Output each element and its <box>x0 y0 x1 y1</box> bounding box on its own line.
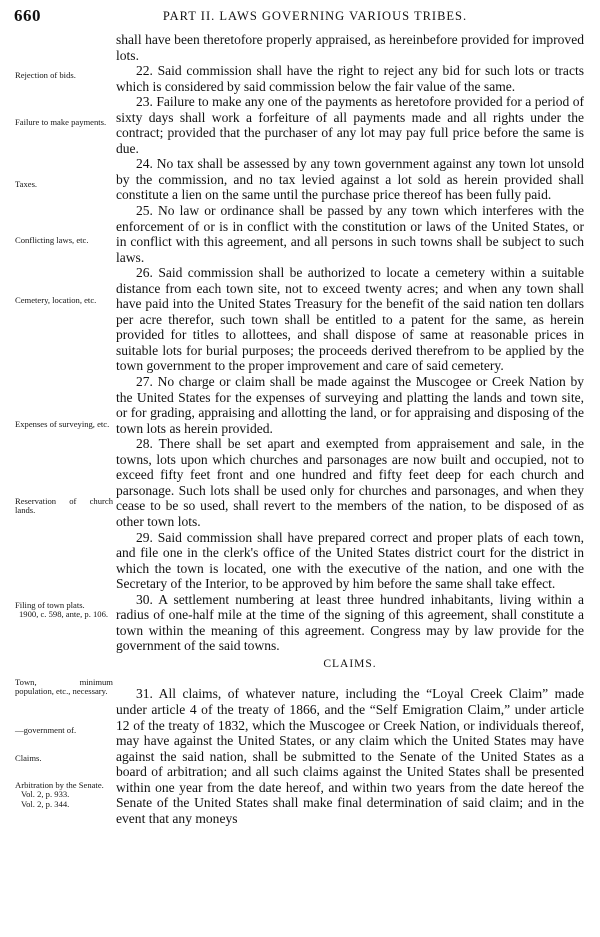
main-text-column <box>116 32 584 826</box>
margin-note-taxes: Taxes. <box>15 179 38 189</box>
section-25: 25. No law or ordinance shall be passed by any town which interferes with the enforcement of or is in conflict with the constitution or laws of the United States, or in conflict with this agreement, and all persons in such towns shall be subject to such laws. <box>116 203 584 265</box>
section-30: 30. A settlement numbering at least three hundred inhabitants, living within a radius of one-half mile at the time of the signing of this agreement, shall constitute a town within the meaning of this agreement. Congress may by law provide for the government of the said towns. <box>116 591 584 654</box>
margin-note-filing <box>15 601 113 620</box>
margin-note-arbitration <box>15 781 113 809</box>
margin-note-failure: Failure to make payments. <box>15 117 107 127</box>
section-29: 29. Said commission shall have prepared correct and proper plats of each town, and file one in the clerk's office of the United States district court for the district in which the town is located, one with the executive of the nation, and one with the Secretary of the Interior, to be approved by him before the same shall take effect. <box>116 529 584 592</box>
margin-note-conflicting: Conflicting laws, etc. <box>15 235 89 245</box>
margin-note-filing-cite: 1900, c. 598, ante, p. 106. <box>19 609 109 620</box>
section-27: 27. No charge or claim shall be made against the Muscogee or Creek Nation by the United States for the expenses of surveying and platting the lands and town site, or for grading, appraising and allotting the land, or for appraising and disposing of the town lots as herein provided. <box>116 374 584 436</box>
margin-note-arbitration-cite-1: Vol. 2, p. 933. <box>21 789 70 800</box>
page-number: 660 <box>14 6 41 25</box>
paragraph-continued: shall have been theretofore properly appraised, as hereinbefore provided for improved lots. <box>116 32 584 63</box>
margin-note-rejection: Rejection of bids. <box>15 70 76 80</box>
running-head: PART II. LAWS GOVERNING VARIOUS TRIBES. <box>162 9 468 23</box>
margin-note-government: —government of. <box>15 725 77 735</box>
section-23: 23. Failure to make any one of the payments as heretofore provided for a period of sixty days shall work a forfeiture of all payments made and all rights under the contract; provided that the purchaser of any lot may pay full price before the same is due. <box>116 94 584 156</box>
page-header <box>14 6 586 28</box>
section-24: 24. No tax shall be assessed by any town government against any town lot unsold by the commission, and no tax levied against a lot sold as herein provided shall constitute a lien on the same until the purchase price thereof has been fully paid. <box>116 156 584 203</box>
margin-note-cemetery: Cemetery, location, etc. <box>15 295 97 305</box>
margin-note-claims: Claims. <box>15 753 42 763</box>
margin-note-arbitration-title: Arbitration by the Senate. <box>15 780 104 790</box>
margin-note-reservation: Reservation of church lands. <box>15 496 113 516</box>
margin-note-expenses: Expenses of surveying, etc. <box>15 419 110 429</box>
margin-note-town-min: Town, minimum population, etc., necessary. <box>15 677 113 697</box>
margin-note-filing-title: Filing of town plats. <box>15 600 85 610</box>
section-26: 26. Said commission shall be authorized to locate a cemetery within a suitable distance from each town site, not to exceed twenty acres; and when any town shall have paid into the United States Treasury for the benefit of the said nation ten dollars per acre therefor, such town shall be entitled to a patent for the same, as herein provided for titles to allottees, and shall dispose of same at reasonable prices in suitable lots for burial purposes; the proceeds derived therefrom to be applied by the town government to the proper improvement and care of said cemetery. <box>116 265 584 374</box>
claims-heading: CLAIMS. <box>323 657 377 670</box>
margin-note-arbitration-cite-2: Vol. 2, p. 344. <box>21 798 70 809</box>
section-31: 31. All claims, of whatever nature, including the “Loyal Creek Claim” made under article 4 of the treaty of 1866, and the “Self Emigration Claim,” under article 12 of the treaty of 1832, which the Muscogee or Creek Nation, or individuals thereof, may have against the United States, or any claim which the United States may have against the said nation, shall be submitted to the Senate of the United States as a board of arbitration; and all such claims against the United States shall be presented within one year from the date hereof, and within two years from the date hereof the Senate of the United States shall make final determination of said claim; and in the event that any moneys <box>116 686 584 826</box>
section-28: 28. There shall be set apart and exempted from appraisement and sale, in the towns, lots upon which churches and parsonages are now built and occupied, not to exceed fifty feet front and one hundred and fifty feet deep for each church and parsonage. Such lots shall be used only for churches and parsonages, and when they cease to be so used, shall revert to the members of the nation, to be disposed of as other town lots. <box>116 436 584 529</box>
section-22: 22. Said commission shall have the right to reject any bid for such lots or tracts which is considered by said commission below the fair value of the same. <box>116 63 584 94</box>
